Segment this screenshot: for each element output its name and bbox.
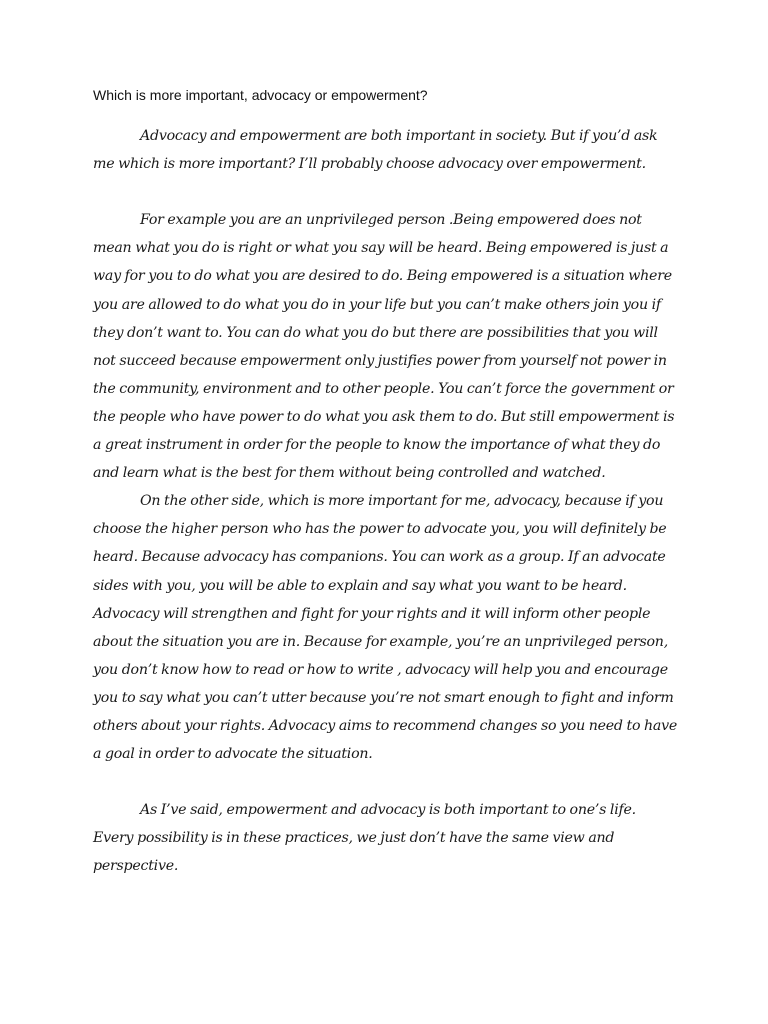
paragraph-conclusion: As I’ve said, empowerment and advocacy is both important to one’s life. Every possibility is in these practices, we just don’t have the same view and perspective. xyxy=(93,802,636,875)
document-title: Which is more important, advocacy or empowerment? xyxy=(93,87,428,103)
essay-body xyxy=(93,122,678,881)
paragraph-spacer xyxy=(93,178,678,206)
paragraph-spacer xyxy=(93,768,678,796)
paragraph-empowerment: For example you are an unprivileged person .Being empowered does not mean what you do is right or what you say will be heard. Being empowered is just a way for you to do what you are desired to do. Being empowered is a situation where you are allowed to do what you do in your life but you can’t make others join you if they don’t want to. You can do what you do but there are possibilities that you will not succeed because empowerment only justifies power from yourself not power in the community, environment and to other people. You can’t force the government or the people who have power to do what you ask them to do. But still empowerment is a great instrument in order for the people to know the importance of what they do and learn what is the best for them without being controlled and watched. xyxy=(93,212,675,482)
paragraph-intro: Advocacy and empowerment are both important in society. But if you’d ask me which is more important? I’ll probably choose advocacy over empowerment. xyxy=(93,128,658,173)
paragraph-advocacy: On the other side, which is more important for me, advocacy, because if you choose the higher person who has the power to advocate you, you will definitely be heard. Because advocacy has companions. You can work as a group. If an advocate sides with you, you will be able to explain and say what you want to be heard. Advocacy will strengthen and fight for your rights and it will inform other people about the situation you are in. Because for example, you’re an unprivileged person, you don’t know how to read or how to write , advocacy will help you and encourage you to say what you can’t utter because you’re not smart enough to fight and inform others about your rights. Advocacy aims to recommend changes so you need to have a goal in order to advocate the situation. xyxy=(93,493,678,763)
